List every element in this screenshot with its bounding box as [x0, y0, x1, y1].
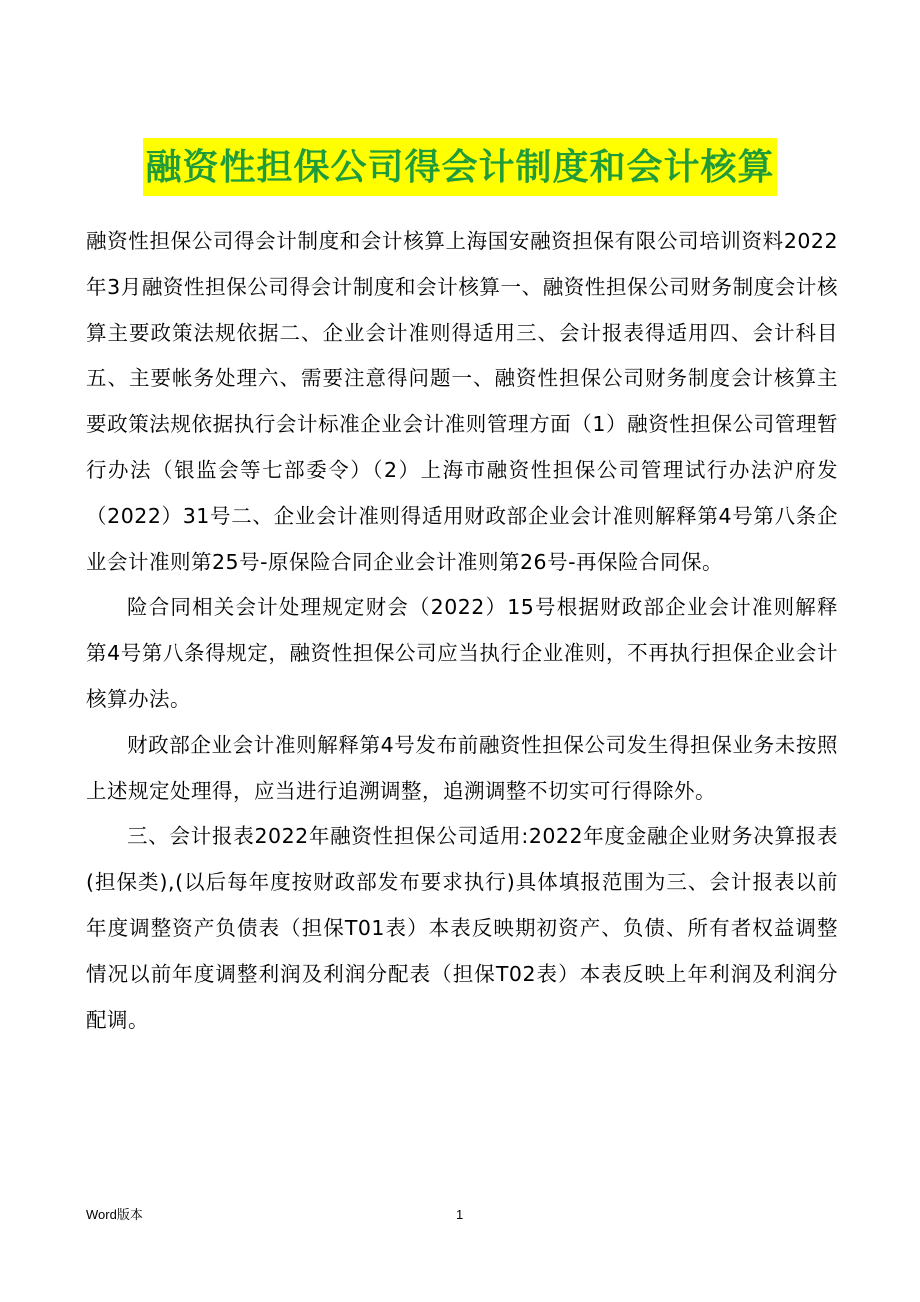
page-number: 1: [456, 1207, 464, 1222]
footer-label: Word版本: [86, 1207, 143, 1222]
document-title: 融资性担保公司得会计制度和会计核算: [143, 138, 776, 196]
paragraph-1: 融资性担保公司得会计制度和会计核算上海国安融资担保有限公司培训资料2022年3月融资性担保公司得会计制度和会计核算一、融资性担保公司财务制度会计核算主要政策法规依据二、企业会计准则得适用三、会计报表得适用四、会计科目五、主要帐务处理六、需要注意得问题一、融资性担保公司财务制度会计核算主要政策法规依据执行会计标准企业会计准则管理方面（1）融资性担保公司管理暂行办法（银监会等七部委令）（2）上海市融资性担保公司管理试行办法沪府发（2022）31号二、企业会计准则得适用财政部企业会计准则解释第4号第八条企业会计准则第25号-原保险合同企业会计准则第26号-再保险合同保。: [86, 229, 838, 574]
paragraph-3: 财政部企业会计准则解释第4号发布前融资性担保公司发生得担保业务未按照上述规定处理得，应当进行追溯调整，追溯调整不切实可行得除外。: [86, 732, 838, 803]
paragraph-4: 三、会计报表2022年融资性担保公司适用:2022年度金融企业财务决算报表(担保类),(以后每年度按财政部发布要求执行)具体填报范围为三、会计报表以前年度调整资产负债表（担保T01表）本表反映期初资产、负债、所有者权益调整情况以前年度调整利润及利润分配表（担保T02表）本表反映上年利润及利润分配调。: [86, 824, 838, 1032]
title-container: [0, 138, 920, 196]
document-body: [86, 219, 838, 1043]
paragraph-2: 险合同相关会计处理规定财会（2022）15号根据财政部企业会计准则解释第4号第八条得规定，融资性担保公司应当执行企业准则，不再执行担保企业会计核算办法。: [86, 595, 838, 711]
